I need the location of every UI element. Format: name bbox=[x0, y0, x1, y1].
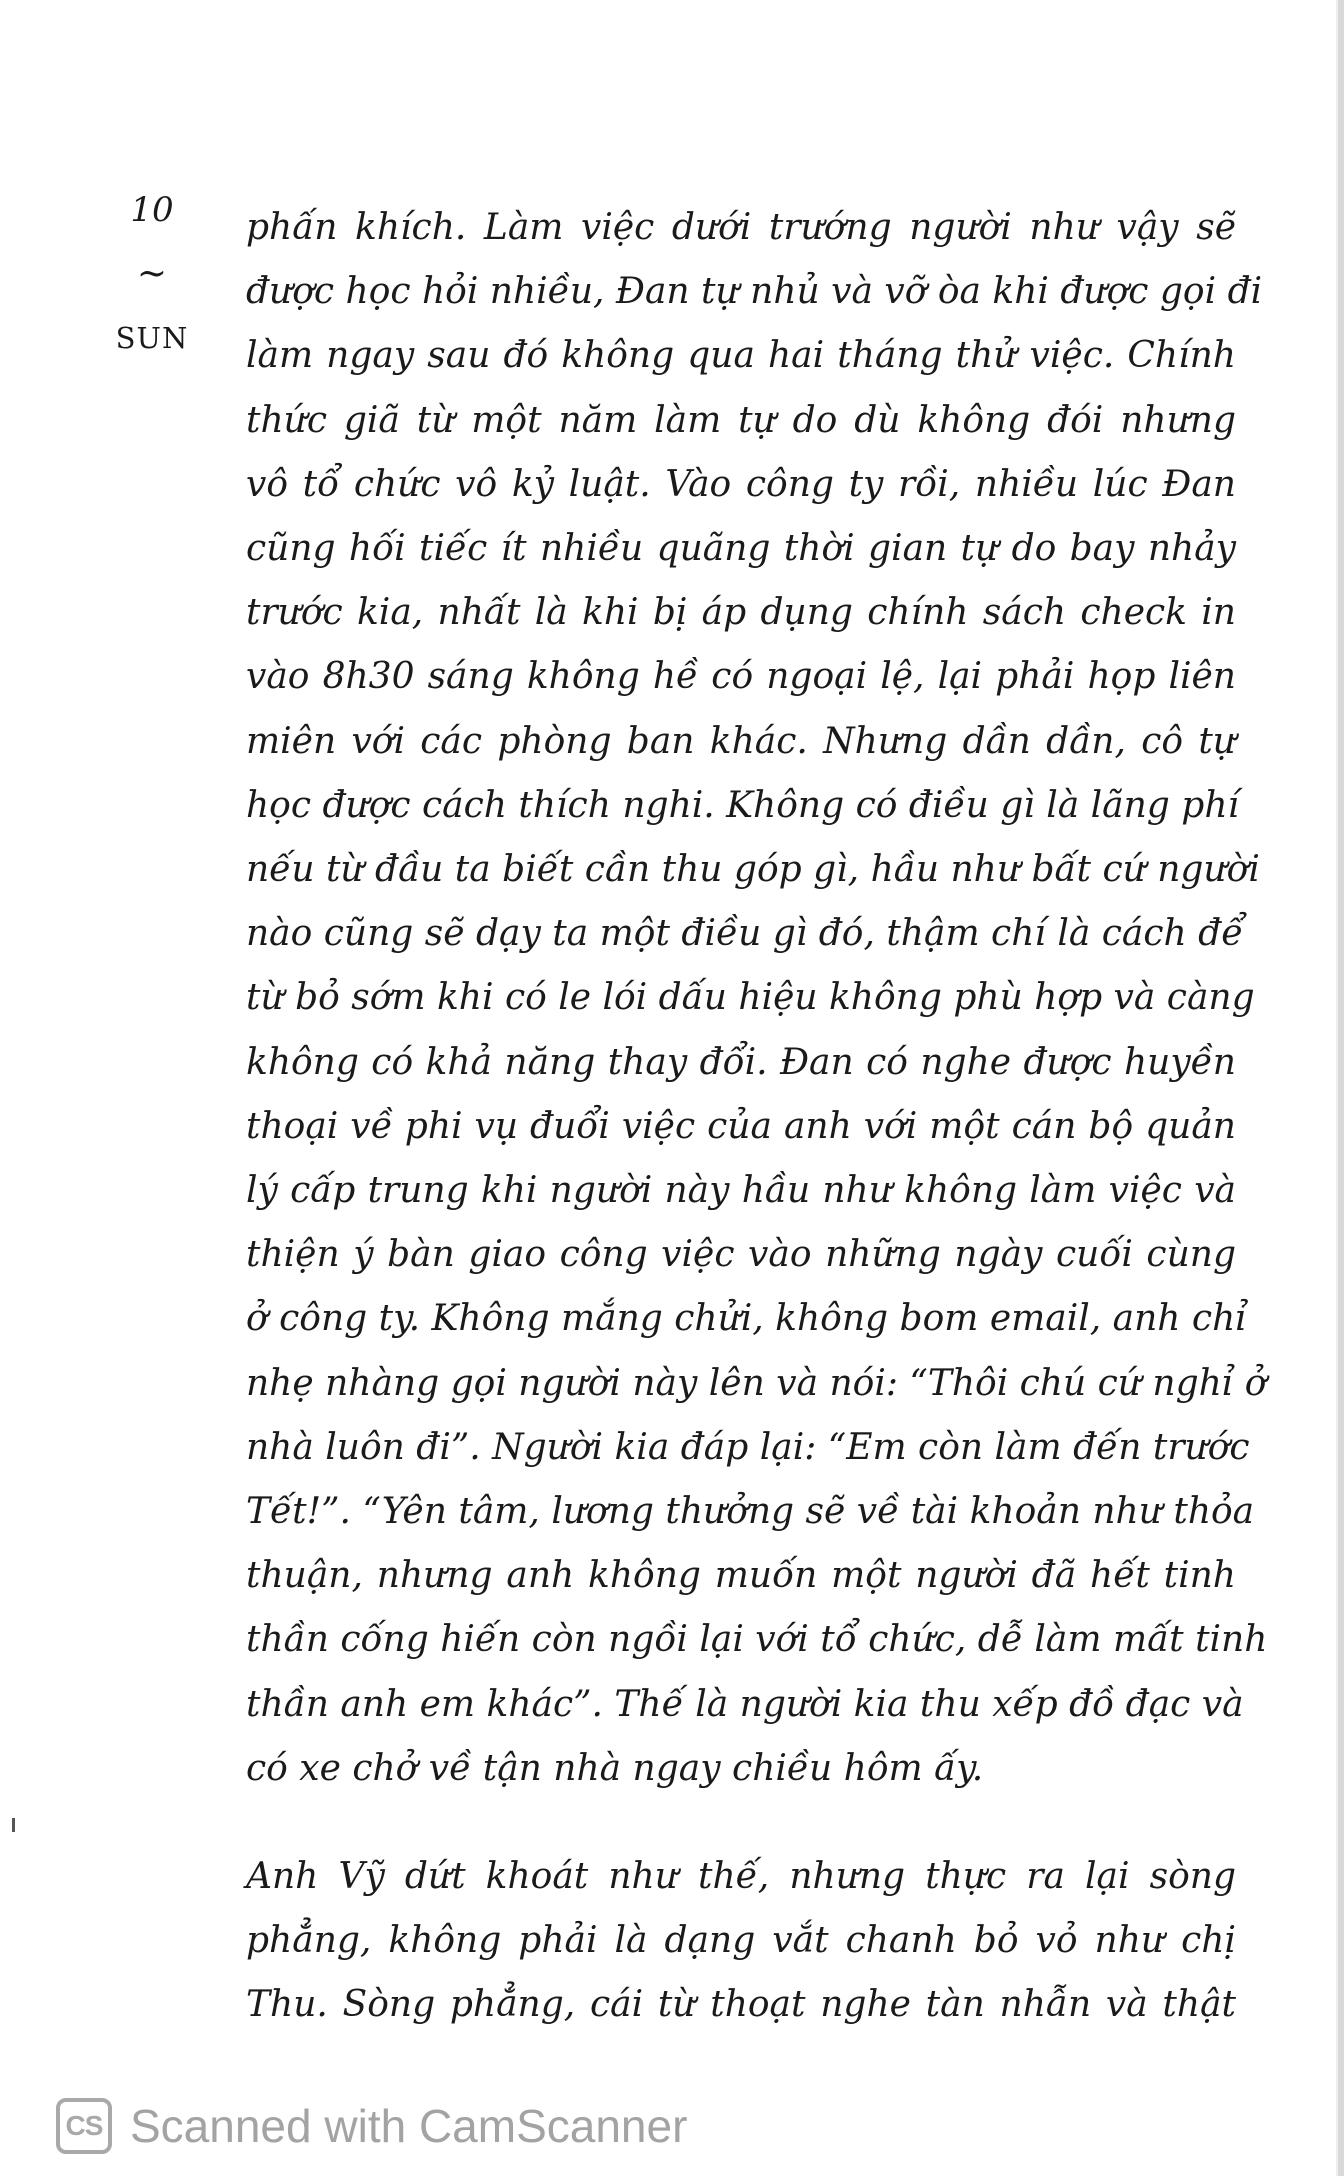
text-line: miên với các phòng ban khác. Nhưng dần dần, cô tự bbox=[246, 720, 1236, 762]
text-line: thức giã từ một năm làm tự do dù không đói nhưng bbox=[246, 399, 1236, 441]
running-head: SUN bbox=[115, 321, 189, 355]
text-line: phấn khích. Làm việc dưới trướng người như vậy sẽ bbox=[246, 207, 1236, 248]
body-text bbox=[246, 196, 1268, 2038]
text-line: Thu. Sòng phẳng, cái từ thoạt nghe tàn nhẫn và thật bbox=[246, 1984, 1236, 2026]
text-line: nào cũng sẽ dạy ta một điều gì đó, thậm chí là cách để bbox=[246, 913, 1244, 955]
watermark-text: Scanned with CamScanner bbox=[130, 2100, 688, 2152]
text-line: nếu từ đầu ta biết cần thu góp gì, hầu như bất cứ người bbox=[246, 849, 1260, 891]
text-line: thần cống hiến còn ngồi lại với tổ chức, dễ làm mất tinh bbox=[246, 1619, 1268, 1661]
text-line: thần anh em khác”. Thế là người kia thu xếp đồ đạc và bbox=[246, 1683, 1244, 1725]
page-number: 10 bbox=[130, 190, 174, 230]
scanner-watermark bbox=[56, 2098, 687, 2154]
text-line: học được cách thích nghi. Không có điều gì là lãng phí bbox=[246, 784, 1240, 826]
text-line: ở công ty. Không mắng chửi, không bom email, anh chỉ bbox=[246, 1298, 1247, 1340]
scan-speck bbox=[12, 1818, 15, 1832]
text-line: Tết!”. “Yên tâm, lương thưởng sẽ về tài khoản như thỏa bbox=[246, 1491, 1255, 1533]
text-line: không có khả năng thay đổi. Đan có nghe được huyền bbox=[246, 1041, 1236, 1083]
margin-ornament: ~ bbox=[136, 253, 168, 294]
page-margin bbox=[112, 188, 192, 356]
text-line: trước kia, nhất là khi bị áp dụng chính sách check in bbox=[246, 592, 1236, 634]
text-line: nhà luôn đi”. Người kia đáp lại: “Em còn làm đến trước bbox=[246, 1426, 1250, 1468]
paragraph-gap bbox=[246, 1801, 1236, 1845]
page-edge bbox=[1338, 0, 1344, 2176]
text-line: cũng hối tiếc ít nhiều quãng thời gian tự do bay nhảy bbox=[246, 528, 1236, 570]
text-line: từ bỏ sớm khi có le lói dấu hiệu không phù hợp và càng bbox=[246, 977, 1255, 1019]
text-line: lý cấp trung khi người này hầu như không làm việc và bbox=[246, 1170, 1236, 1212]
paragraph-2 bbox=[246, 1845, 1236, 2038]
text-line: được học hỏi nhiều, Đan tự nhủ và vỡ òa khi được gọi đi bbox=[246, 271, 1263, 313]
text-line: thuận, nhưng anh không muốn một người đã hết tinh bbox=[246, 1555, 1236, 1597]
text-line: nhẹ nhàng gọi người này lên và nói: “Thôi chú cứ nghỉ ở bbox=[246, 1362, 1267, 1404]
camscanner-logo-icon: CS bbox=[56, 2098, 112, 2154]
text-line: có xe chở về tận nhà ngay chiều hôm ấy. bbox=[246, 1747, 984, 1789]
text-line: vô tổ chức vô kỷ luật. Vào công ty rồi, nhiều lúc Đan bbox=[246, 463, 1236, 505]
text-line: Anh Vỹ dứt khoát như thế, nhưng thực ra lại sòng bbox=[246, 1856, 1236, 1898]
text-line: vào 8h30 sáng không hề có ngoại lệ, lại phải họp liên bbox=[246, 656, 1236, 698]
text-line: thoại về phi vụ đuổi việc của anh với một cán bộ quản bbox=[246, 1105, 1236, 1147]
text-line: thiện ý bàn giao công việc vào những ngày cuối cùng bbox=[246, 1234, 1236, 1276]
paragraph-1 bbox=[246, 196, 1268, 1801]
text-line: làm ngay sau đó không qua hai tháng thử việc. Chính bbox=[246, 335, 1236, 377]
text-line: phẳng, không phải là dạng vắt chanh bỏ vỏ như chị bbox=[246, 1920, 1236, 1962]
